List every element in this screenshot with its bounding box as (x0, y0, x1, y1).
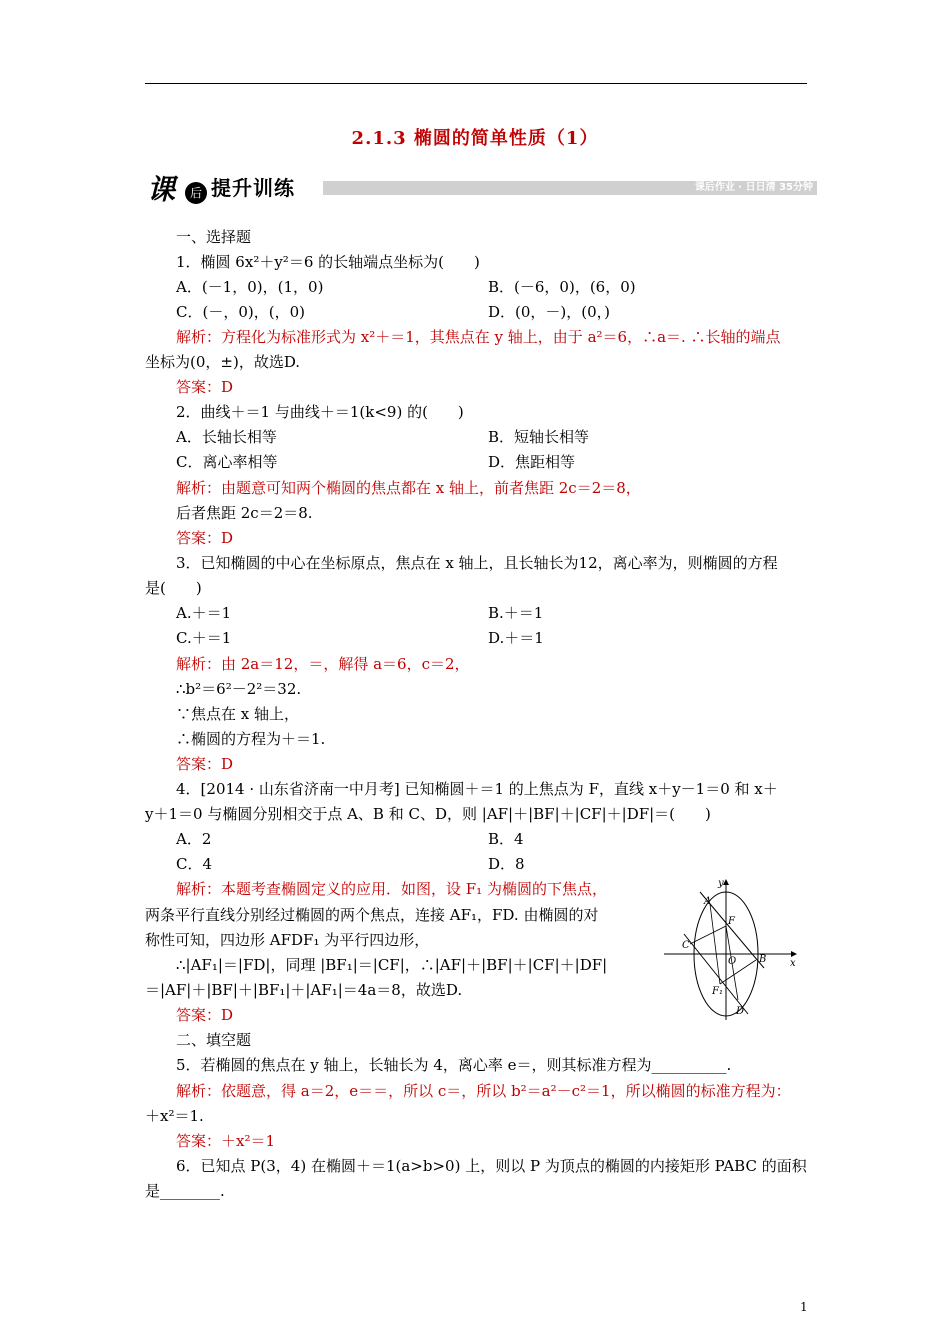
segment-f1b (720, 960, 756, 984)
line-cd (684, 934, 748, 1014)
label-f: F (728, 916, 735, 927)
text-line: 5．若椭圆的焦点在 y 轴上，长轴长为 4，离心率 e＝，则其标准方程为__________. (176, 1056, 732, 1074)
text-line: D．8 (488, 855, 525, 873)
label-o: O (728, 956, 737, 967)
text-line: 答案：D (176, 1006, 234, 1024)
label-y: y (718, 878, 724, 889)
text-line: ∵焦点在 x 轴上， (176, 705, 299, 723)
page-title: 2.1.3 椭圆的简单性质（1） (351, 128, 599, 149)
text-line: ∴|AF₁|＝|FD|，同理 |BF₁|＝|CF|，∴|AF|＋|BF|＋|CF|＋|DF| (176, 956, 608, 974)
section-banner (145, 166, 817, 206)
text-line: y＋1＝0 与椭圆分别相交于点 A、B 和 C、D，则 |AF|＋|BF|＋|CF|＋|DF|＝( ) (145, 805, 711, 823)
text-line: 二、填空题 (176, 1031, 252, 1049)
text-line: A．(－1，0)，(1，0) (176, 278, 324, 296)
text-line: B．(－6，0)，(6，0) (488, 278, 636, 296)
text-line: C.＋＝1 (176, 629, 232, 647)
text-line: B．短轴长相等 (488, 428, 590, 446)
ellipse-figure (660, 874, 806, 1022)
text-line: 两条平行直线分别经过椭圆的两个焦点，连接 AF₁，FD. 由椭圆的对 (145, 906, 599, 924)
page-number: 1 (800, 1300, 808, 1314)
text-line: 答案：＋x²＝1 (176, 1132, 276, 1150)
text-line: 4．[2014 · 山东省济南一中月考] 已知椭圆＋＝1 的上焦点为 F，直线 x＋y－1＝0 和 x＋ (176, 780, 778, 798)
logo-badge: 后 (185, 182, 207, 204)
text-line: 3．已知椭圆的中心在坐标原点，焦点在 x 轴上，且长轴长为12，离心率为，则椭圆的方程 (176, 554, 778, 572)
label-d: D (736, 1006, 745, 1017)
text-line: ＝|AF|＋|BF|＋|BF₁|＋|AF₁|＝4a＝8，故选D. (145, 981, 463, 999)
text-line: 答案：D (176, 529, 234, 547)
header-rule (145, 83, 807, 84)
label-b: B (759, 954, 767, 965)
text-line: 是________. (145, 1182, 225, 1200)
text-line: D．焦距相等 (488, 453, 576, 471)
text-line: 坐标为(0，±)，故选D. (145, 353, 301, 371)
text-line: C．离心率相等 (176, 453, 278, 471)
banner-heading: 提升训练 (211, 176, 295, 200)
text-line: 一、选择题 (176, 228, 252, 246)
text-line: 答案：D (176, 378, 234, 396)
label-f1: F₁ (712, 986, 723, 997)
text-line: 解析：由题意可知两个椭圆的焦点都在 x 轴上，前者焦距 2c＝2＝8， (176, 479, 641, 497)
text-line: B．4 (488, 830, 524, 848)
logo-char: 课 (147, 173, 176, 206)
text-line: D．(0，－)，(0，) (488, 303, 611, 321)
text-line: 答案：D (176, 755, 234, 773)
text-line: 是( ) (145, 579, 202, 597)
text-line: C．4 (176, 855, 213, 873)
text-line: ∴b²＝6²－2²＝32. (176, 680, 302, 698)
text-line: 6．已知点 P(3，4) 在椭圆＋＝1(a>b>0) 上，则以 P 为顶点的椭圆的内接矩形 PABC 的面积 (176, 1157, 807, 1175)
label-a: A (704, 896, 712, 907)
text-line: A．长轴长相等 (176, 428, 277, 446)
text-line: 1．椭圆 6x²＋y²＝6 的长轴端点坐标为( ) (176, 253, 480, 271)
banner-bar (323, 181, 817, 195)
text-line: B.＋＝1 (488, 604, 544, 622)
label-x: x (790, 958, 796, 969)
text-line: A.＋＝1 (176, 604, 232, 622)
label-c: C (682, 940, 690, 951)
text-line: A．2 (176, 830, 212, 848)
text-line: 解析：方程化为标准形式为 x²＋＝1，其焦点在 y 轴上，由于 a²＝6，∴a＝. ∴长轴的端点 (176, 328, 781, 346)
text-line: ＋x²＝1. (145, 1107, 204, 1125)
text-line: D.＋＝1 (488, 629, 544, 647)
text-line: C．(－，0)，(，0) (176, 303, 305, 321)
text-line: 后者焦距 2c＝2＝8. (176, 504, 313, 522)
text-line: 解析：本题考查椭圆定义的应用．如图，设 F₁ 为椭圆的下焦点， (176, 880, 607, 898)
banner-slogan: 课后作业 · 日日清 35分钟 (694, 182, 813, 193)
text-line: 2．曲线＋＝1 与曲线＋＝1(k<9) 的( ) (176, 403, 464, 421)
text-line: 解析：依题意，得 a＝2，e＝＝，所以 c＝，所以 b²＝a²－c²＝1，所以椭圆的标准方程为： (176, 1082, 791, 1100)
text-line: ∴椭圆的方程为＋＝1. (176, 730, 326, 748)
text-line: 解析：由 2a＝12，＝，解得 a＝6，c＝2， (176, 655, 470, 673)
text-line: 称性可知，四边形 AFDF₁ 为平行四边形， (145, 931, 430, 949)
